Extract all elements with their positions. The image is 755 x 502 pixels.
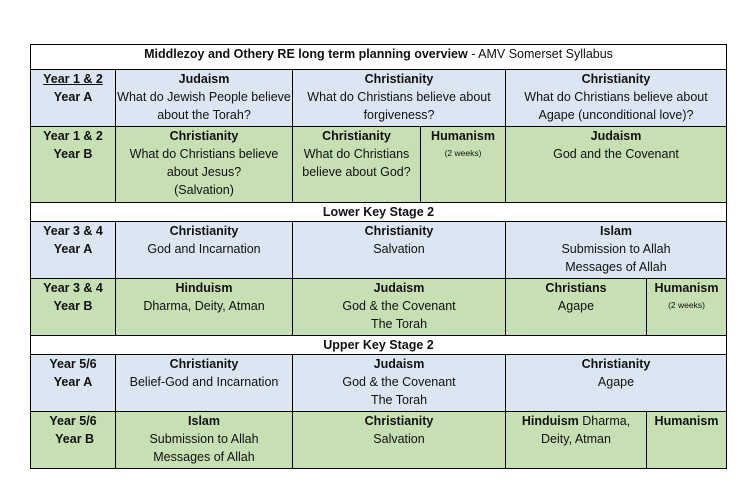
unit-description: What do Jewish People believe about the Torah? (117, 90, 291, 122)
unit-description: Agape (557, 299, 595, 313)
unit-subject: Christianity (364, 224, 434, 238)
unit-subject: Hinduism (175, 281, 233, 295)
unit-cell (293, 355, 506, 412)
unit-description: What do Christians believe about Jesus? (129, 147, 279, 179)
title-source: AMV Somerset Syllabus (478, 47, 613, 61)
year-group: Year A (53, 90, 93, 104)
table-row (31, 127, 727, 203)
unit-cell (116, 355, 293, 412)
unit-subject: Christianity (169, 357, 239, 371)
title-main: Middlezoy and Othery RE long term planning overview (144, 47, 468, 61)
unit-cell (293, 412, 506, 469)
year-group: Year A (53, 375, 93, 389)
unit-cell (116, 70, 293, 127)
unit-description: Submission to Allah (561, 242, 671, 256)
year-cell (31, 279, 116, 336)
unit-subject: Humanism (654, 281, 719, 295)
table-row (31, 355, 727, 412)
unit-description: God & the Covenant (342, 375, 456, 389)
unit-description: The Torah (370, 317, 428, 331)
year-label: Year 3 & 4 (43, 281, 103, 295)
unit-subject: Christians (545, 281, 607, 295)
unit-subject: Judaism (373, 281, 425, 295)
unit-description: What do Christians believe about Agape (unconditional love)? (524, 90, 708, 122)
table-row (31, 279, 727, 336)
unit-description: Belief-God and Incarnation (129, 375, 279, 389)
unit-description: Salvation (373, 242, 425, 256)
unit-cell (116, 127, 293, 203)
unit-cell (293, 222, 506, 279)
unit-description: Messages of Allah (565, 260, 667, 274)
unit-cell (506, 279, 647, 336)
unit-subject: Christianity (581, 357, 651, 371)
unit-subject: Hinduism (521, 414, 579, 428)
unit-subject: Christianity (364, 414, 434, 428)
unit-description: Agape (597, 375, 635, 389)
unit-description: God & the Covenant (342, 299, 456, 313)
unit-description: What do Christians believe about forgiveness? (307, 90, 491, 122)
unit-cell (647, 412, 727, 469)
unit-description: Deity, Atman (541, 432, 611, 446)
unit-subject: Islam (600, 224, 632, 238)
unit-description: God and Incarnation (147, 242, 261, 256)
unit-cell (421, 127, 506, 203)
unit-duration: (2 weeks) (668, 300, 705, 310)
unit-cell (293, 279, 506, 336)
unit-description: Dharma, Deity, Atman (143, 299, 265, 313)
table-row (31, 412, 727, 469)
unit-description: Salvation (373, 432, 425, 446)
year-cell (31, 222, 116, 279)
unit-cell (116, 412, 293, 469)
unit-note: (Salvation) (174, 183, 234, 197)
unit-subject: Judaism (590, 129, 642, 143)
unit-description: Messages of Allah (153, 450, 255, 464)
year-group: Year A (53, 242, 93, 256)
unit-subject: Christianity (169, 129, 239, 143)
unit-description: The Torah (370, 393, 428, 407)
year-label: Year 5/6 (49, 357, 97, 371)
unit-subject: Judaism (178, 72, 230, 86)
planning-table (30, 44, 727, 469)
unit-cell (506, 412, 647, 469)
unit-subject: Christianity (364, 72, 434, 86)
table-row (31, 70, 727, 127)
unit-subject: Humanism (431, 129, 495, 143)
unit-cell (293, 70, 506, 127)
year-cell (31, 412, 116, 469)
year-label: Year 5/6 (49, 414, 97, 428)
unit-duration: (2 weeks) (444, 148, 482, 158)
year-label: Year 3 & 4 (43, 224, 103, 238)
unit-cell (506, 70, 727, 127)
unit-subject: Christianity (581, 72, 651, 86)
unit-cell (116, 222, 293, 279)
year-label: Year 1 & 2 (43, 72, 103, 86)
section-heading-uks2: Upper Key Stage 2 (31, 336, 727, 355)
section-heading-lks2: Lower Key Stage 2 (31, 203, 727, 222)
unit-subject: Christianity (169, 224, 239, 238)
unit-cell (116, 279, 293, 336)
unit-subject: Christianity (322, 129, 391, 143)
unit-description: Dharma, (578, 414, 631, 428)
unit-description: God and the Covenant (553, 147, 679, 161)
year-label: Year 1 & 2 (43, 129, 103, 143)
year-cell (31, 70, 116, 127)
unit-cell (506, 355, 727, 412)
year-group: Year B (51, 432, 95, 446)
year-group: Year B (53, 299, 93, 313)
unit-subject: Humanism (654, 414, 719, 428)
table-row (31, 222, 727, 279)
year-cell (31, 127, 116, 203)
unit-cell (506, 127, 727, 203)
title-separator: - (467, 47, 479, 61)
unit-description: Submission to Allah (149, 432, 259, 446)
year-group: Year B (53, 147, 93, 161)
unit-subject: Islam (188, 414, 220, 428)
unit-cell (506, 222, 727, 279)
year-cell (31, 355, 116, 412)
unit-cell (293, 127, 421, 203)
unit-cell (647, 279, 727, 336)
table-title (31, 45, 727, 70)
unit-description: What do Christians believe about God? (302, 147, 411, 179)
unit-subject: Judaism (373, 357, 425, 371)
